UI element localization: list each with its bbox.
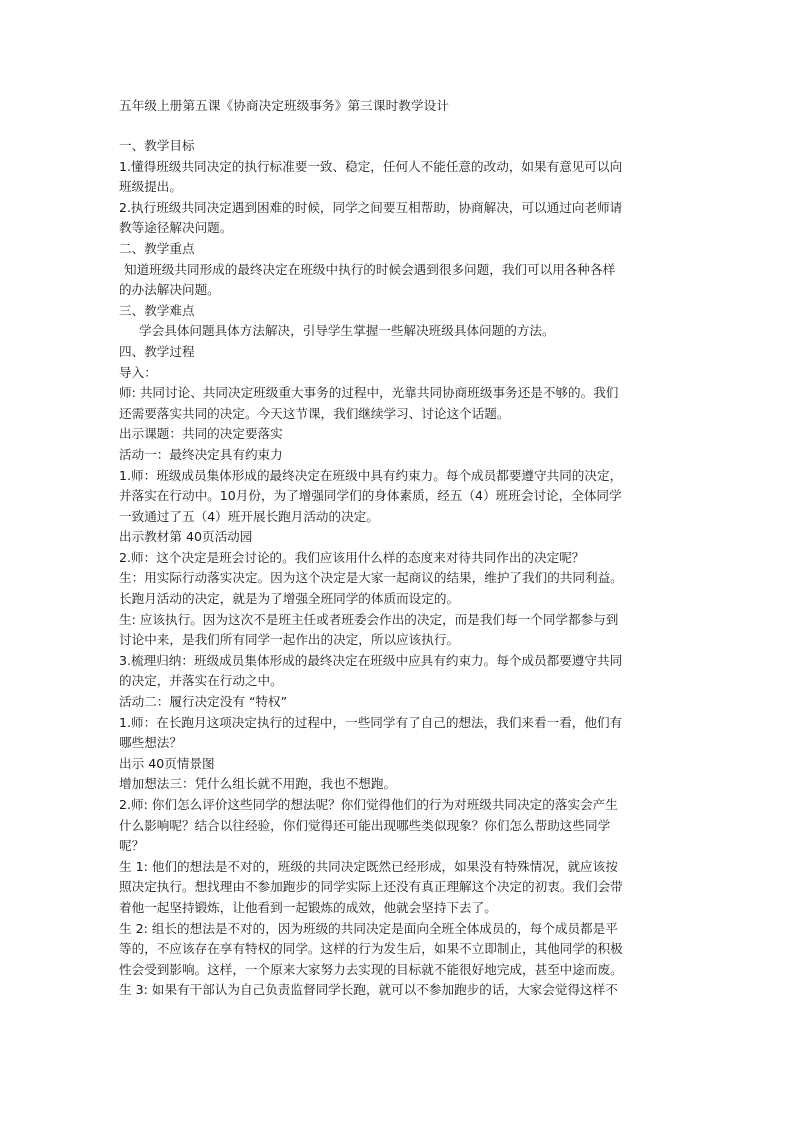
student-answer-2-line-1: 生: 应该执行。因为这次不是班主任或者班委会作出的决定，而是我们每一个同学都参与到	[119, 611, 619, 627]
document-title: 五年级上册第五课《协商决定班级事务》第三课时教学设计	[119, 98, 450, 113]
activity-2-extra-idea: 增加想法三：凭什么组长就不用跑，我也不想跑。	[119, 776, 397, 792]
objective-2-line-2: 教等途径解决问题。	[119, 220, 233, 236]
student-1-line-1: 生 1: 他们的想法是不对的，班级的共同决定既然已经形成，如果没有特殊情况，就应该按	[119, 858, 618, 874]
activity-1-step-2: 2.师：这个决定是班会讨论的。我们应该用什么样的态度来对待共同作出的决定呢？	[119, 549, 585, 565]
activity-1-heading: 活动一：最终决定具有约束力	[119, 446, 283, 462]
objective-1-line-1: 1.懂得班级共同决定的执行标准要一致、稳定，任何人不能任意的改动，如果有意见可以向	[119, 158, 623, 174]
activity-2-step-1-line-1: 1.师：在长跑月这项决定执行的过程中，一些同学有了自己的想法，我们来看一看，他们有	[119, 714, 623, 730]
activity-2-step-2-line-1: 2.师: 你们怎么评价这些同学的想法呢？你们觉得他们的行为对班级共同决定的落实会产生	[119, 797, 618, 812]
blank-line	[119, 116, 679, 136]
heading-process: 四、教学过程	[119, 343, 195, 359]
activity-1-material: 出示教材第 40页活动园	[119, 529, 253, 545]
objective-2-line-1: 2.执行班级共同决定遇到困难的时候，同学之间要互相帮助，协商解决，可以通过向老师请	[119, 199, 623, 215]
student-answer-1-line-2: 长跑月活动的决定，就是为了增强全班同学的体质而设定的。	[119, 591, 460, 607]
activity-2-heading: 活动二：履行决定没有 “特权”	[119, 694, 288, 710]
activity-2-material: 出示 40页情景图	[119, 755, 215, 771]
heading-objectives: 一、教学目标	[119, 138, 195, 153]
intro-label: 导入：	[119, 364, 157, 380]
activity-1-step-1-line-2: 并落实在行动中。10月份，为了增强同学们的身体素质，经五（4）班班会讨论，全体同学	[119, 488, 622, 504]
activity-2-step-2-line-2: 什么影响呢？结合以往经验，你们觉得还可能出现哪些类似现象？你们怎么帮助这些同学	[119, 817, 611, 833]
activity-1-summary-line-2: 的决定，并落实在行动之中。	[119, 673, 283, 689]
activity-1-step-1-line-3: 一致通过了五（4）班开展长跑月活动的决定。	[119, 508, 379, 524]
student-2-line-2: 等的，不应该存在享有特权的同学。这样的行为发生后，如果不立即制止，其他同学的积极	[119, 941, 623, 957]
objective-1-line-2: 班级提出。	[119, 179, 182, 195]
student-1-line-3: 着他一起坚持锻炼，让他看到一起锻炼的成效，他就会坚持下去了。	[119, 899, 497, 915]
document-page	[119, 96, 679, 1001]
key-point-line-2: 的办法解决问题。	[119, 282, 220, 298]
intro-line-2: 还需要落实共同的决定。今天这节课，我们继续学习、讨论这个话题。	[119, 405, 510, 421]
difficulty-line: 学会具体问题具体方法解决，引导学生掌握一些解决班级具体问题的方法。	[139, 323, 555, 339]
student-answer-1-line-1: 生：用实际行动落实决定。因为这个决定是大家一起商议的结果，维护了我们的共同利益。	[119, 570, 623, 586]
activity-2-step-2-line-3: 呢？	[119, 838, 145, 854]
student-answer-2-line-2: 讨论中来，是我们所有同学一起作出的决定，所以应该执行。	[119, 632, 460, 648]
key-point-line-1: 知道班级共同形成的最终决定在班级中执行的时候会遇到很多问题，我们可以用各种各样	[124, 261, 616, 277]
student-3-line-1: 生 3: 如果有干部认为自己负责监督同学长跑，就可以不参加跑步的话，大家会觉得这样不	[119, 982, 618, 998]
student-1-line-2: 照决定执行。想找理由不参加跑步的同学实际上还没有真正理解这个决定的初衷。我们会带	[119, 879, 623, 895]
student-2-line-3: 性会受到影响。这样，一个原来大家努力去实现的目标就不能很好地完成，甚至中途而废。	[119, 961, 623, 977]
activity-2-step-1-line-2: 哪些想法？	[119, 735, 182, 751]
intro-line-1: 师: 共同讨论、共同决定班级重大事务的过程中，光靠共同协商班级事务还是不够的。我们	[119, 385, 619, 401]
activity-1-summary-line-1: 3.梳理归纳：班级成员集体形成的最终决定在班级中应具有约束力。每个成员都要遵守共同	[119, 652, 623, 668]
student-2-line-1: 生 2: 组长的想法是不对的，因为班级的共同决定是面向全班全体成员的，每个成员都是平	[119, 920, 618, 936]
activity-1-step-1-line-1: 1.师：班级成员集体形成的最终决定在班级中具有约束力。每个成员都要遵守共同的决定，	[119, 467, 623, 483]
topic-line: 出示课题：共同的决定要落实	[119, 426, 283, 442]
heading-difficulties: 三、教学难点	[119, 302, 195, 318]
heading-key-points: 二、教学重点	[119, 240, 195, 256]
